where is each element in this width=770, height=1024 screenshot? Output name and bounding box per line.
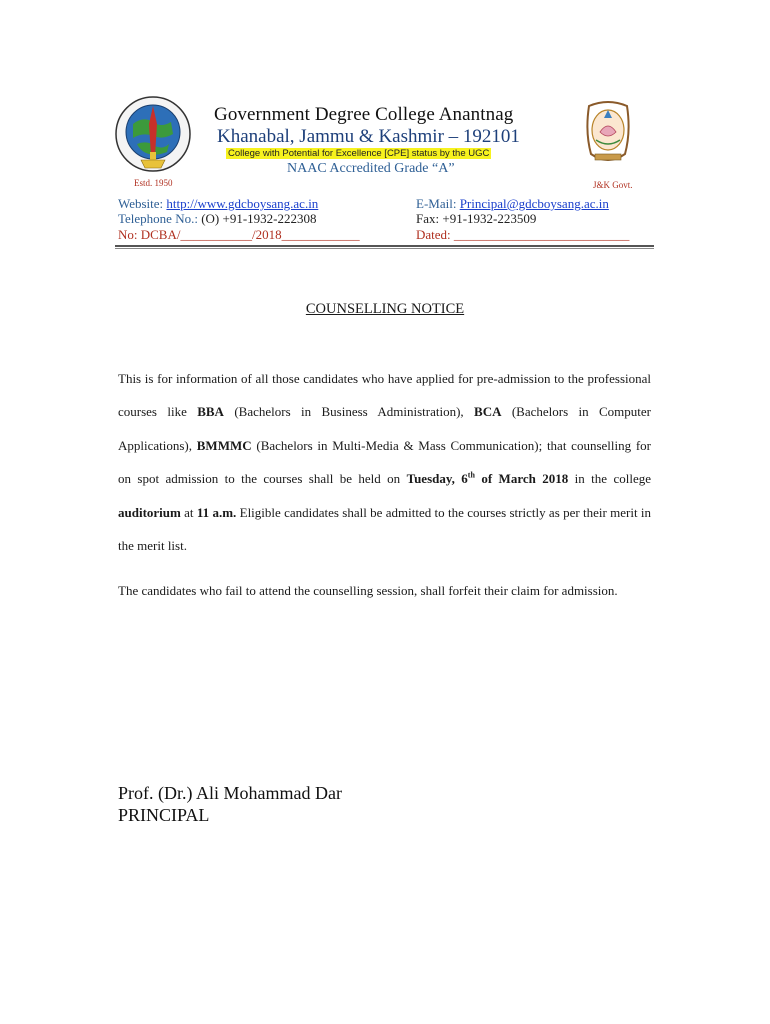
- email-line: [416, 196, 609, 212]
- p1-text-a: This is for information of all those candidates who have applied for pre-admission to the professional courses like: [118, 371, 651, 420]
- p1-text-c: (Bachelors in Computer Applications),: [118, 404, 652, 453]
- govt-emblem-logo: [581, 96, 635, 170]
- p1-text-f: at: [180, 504, 197, 520]
- cpe-status-banner: College with Potential for Excellence [CPE] status by the UGC: [228, 148, 490, 159]
- email-link[interactable]: Principal@gdcboysang.ac.in: [459, 196, 609, 211]
- fax-number: Fax: +91-1932-223509: [416, 211, 537, 226]
- header-divider: [115, 245, 654, 247]
- signatory-name: Prof. (Dr.) Ali Mohammad Dar: [118, 783, 342, 803]
- header-divider-thin: [115, 248, 654, 249]
- established-year: Estd. 1950: [134, 178, 173, 188]
- telephone-line: [118, 211, 317, 227]
- counselling-date: Tuesday, 6: [406, 471, 468, 487]
- notice-paragraph-1: [118, 362, 651, 562]
- p1-text-b: (Bachelors in Business Administration),: [223, 404, 475, 420]
- dated-field: Dated: ___________________________: [416, 227, 630, 242]
- counselling-month: of March 2018: [474, 471, 569, 487]
- website-label: Website:: [118, 196, 167, 211]
- notice-heading: COUNSELLING NOTICE: [305, 301, 465, 317]
- p1-text-g: Eligible candidates shall be admitted to the courses strictly as per their merit in the merit list.: [118, 504, 651, 554]
- email-label: E-Mail:: [416, 196, 460, 211]
- counselling-time: 11 a.m.: [196, 504, 237, 520]
- website-link[interactable]: http://www.gdcboysang.ac.in: [166, 196, 319, 211]
- reference-number: No: DCBA/___________/2018____________: [118, 227, 360, 242]
- govt-label: J&K Govt.: [593, 180, 633, 190]
- website-line: [118, 196, 318, 212]
- college-name: Government Degree College Anantnag: [214, 104, 514, 125]
- p1-text-d: (Bachelors in Multi-Media & Mass Communication); that counselling for on spot admission to the courses shall be held on: [118, 437, 652, 487]
- telephone-label: Telephone No.:: [118, 211, 198, 226]
- counselling-venue: auditorium: [118, 504, 181, 520]
- course-bba: BBA: [197, 404, 224, 420]
- course-bmmmc: BMMMC: [196, 437, 252, 453]
- date-suffix: th: [467, 470, 475, 480]
- p1-text-e: in the college: [568, 471, 651, 487]
- notice-paragraph-2: The candidates who fail to attend the counselling session, shall forfeit their claim for admission.: [118, 583, 618, 598]
- course-bca: BCA: [474, 404, 502, 420]
- telephone-value: (O) +91-1932-222308: [197, 211, 317, 226]
- college-logo: [113, 94, 193, 174]
- naac-grade: NAAC Accredited Grade “A”: [287, 161, 455, 176]
- signatory-title: PRINCIPAL: [118, 805, 210, 825]
- college-location: Khanabal, Jammu & Kashmir – 192101: [217, 126, 520, 147]
